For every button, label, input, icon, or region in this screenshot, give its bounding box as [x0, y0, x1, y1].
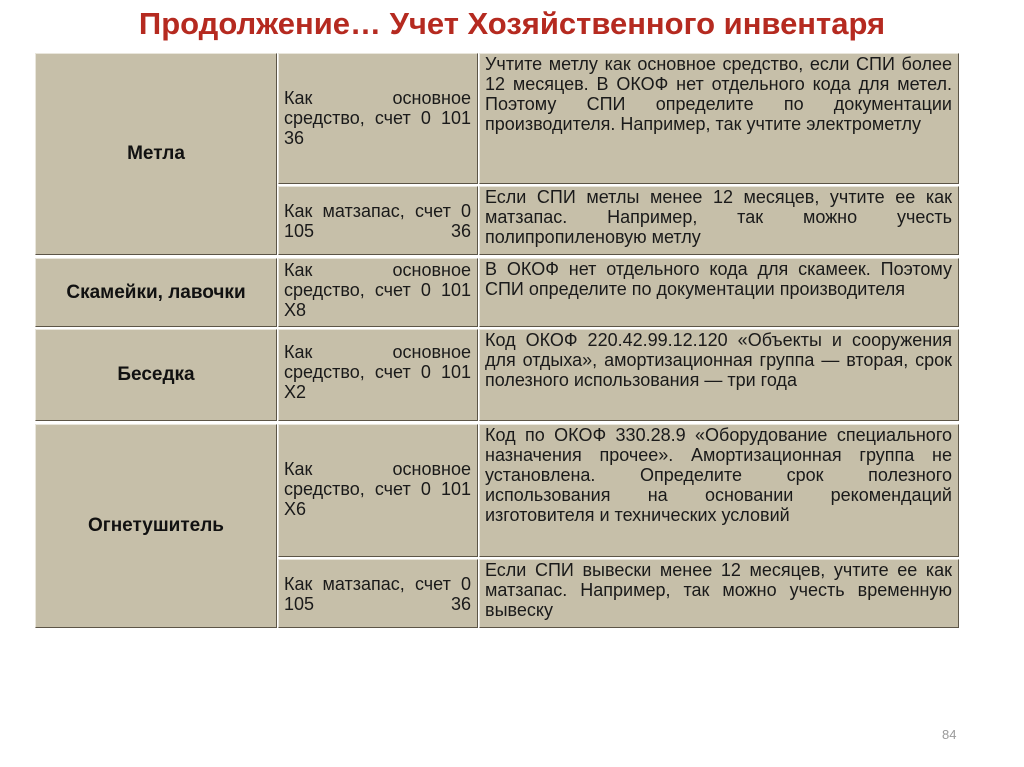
- description-cell: [479, 186, 959, 255]
- method-cell: [278, 424, 478, 557]
- method-text: Как основное средство, счет 0 101 Х8: [284, 260, 471, 320]
- description-cell: [479, 53, 959, 184]
- method-cell: [278, 186, 478, 255]
- item-name-label: Скамейки, лавочки: [66, 281, 246, 303]
- page-number: 84: [942, 727, 957, 742]
- description-text: В ОКОФ нет отдельного кода для скамеек. Поэтому СПИ определите по документации производителя: [485, 259, 952, 299]
- description-cell: [479, 559, 959, 628]
- method-text: Как основное средство, счет 0 101 Х6: [284, 459, 471, 519]
- method-text: Как матзапас, счет 0 105 36: [284, 201, 471, 241]
- method-cell: [278, 329, 478, 421]
- item-name-extinguisher: [35, 424, 277, 628]
- description-cell: [479, 329, 959, 421]
- item-name-gazebo: [35, 329, 277, 421]
- description-text: Если СПИ вывески менее 12 месяцев, учтите ее как матзапас. Например, так можно учесть временную вывеску: [485, 560, 952, 620]
- description-cell: [479, 258, 959, 327]
- description-text: Учтите метлу как основное средство, если СПИ более 12 месяцев. В ОКОФ нет отдельного кода для метел. Поэтому СПИ определите по документации производителя. Например, так учтите электрометлу: [485, 54, 952, 134]
- slide-title: Продолжение… Учет Хозяйственного инвентаря: [138, 6, 886, 41]
- method-cell: [278, 53, 478, 184]
- description-text: Код по ОКОФ 330.28.9 «Оборудование специального назначения прочее». Амортизационная группа не установлена. Определите срок полезного использования на основании рекомендаций изготовителя и технических условий: [485, 425, 952, 525]
- item-name-label: Беседка: [117, 364, 195, 385]
- item-name-broom: [35, 53, 277, 255]
- method-cell: [278, 258, 478, 327]
- item-name-label: Огнетушитель: [88, 515, 224, 536]
- method-cell: [278, 559, 478, 628]
- description-cell: [479, 424, 959, 557]
- description-text: Код ОКОФ 220.42.99.12.120 «Объекты и сооружения для отдыха», амортизационная группа — вторая, срок полезного использования — три года: [485, 330, 952, 390]
- method-text: Как основное средство, счет 0 101 Х2: [284, 342, 471, 402]
- description-text: Если СПИ метлы менее 12 месяцев, учтите ее как матзапас. Например, так можно учесть полипропиленовую метлу: [485, 187, 952, 247]
- method-text: Как основное средство, счет 0 101 36: [284, 88, 471, 148]
- method-text: Как матзапас, счет 0 105 36: [284, 574, 471, 614]
- item-name-label: Метла: [127, 143, 185, 164]
- item-name-benches: [35, 258, 277, 327]
